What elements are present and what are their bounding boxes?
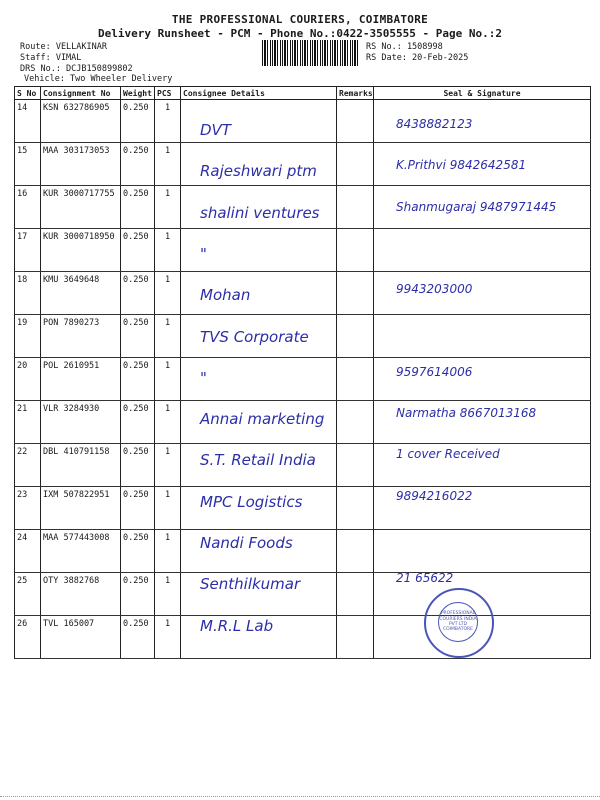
cell-pcs: 1 <box>155 186 181 229</box>
cell-consignment-no: POL 2610951 <box>41 358 121 401</box>
cell-seal-signature <box>374 229 591 272</box>
cell-weight: 0.250 <box>121 186 155 229</box>
cell-pcs: 1 <box>155 272 181 315</box>
cell-weight: 0.250 <box>121 100 155 143</box>
table-header-row <box>15 87 591 100</box>
handwritten-signature: K.Prithvi 9842642581 <box>396 158 527 173</box>
cell-pcs: 1 <box>155 487 181 530</box>
handwritten-signature: 9894216022 <box>396 488 473 503</box>
cell-consignment-no: KUR 3000717755 <box>41 186 121 229</box>
col-header-weight: Weight <box>121 87 155 100</box>
table-row <box>15 229 591 272</box>
cell-pcs: 1 <box>155 100 181 143</box>
cell-seal-signature <box>374 315 591 358</box>
handwritten-consignee: " <box>200 244 207 263</box>
cell-remarks <box>337 573 374 616</box>
cell-consignment-no: KUR 3000718950 <box>41 229 121 272</box>
handwritten-consignee: Rajeshwari ptm <box>200 162 317 181</box>
cell-consignment-no: KMU 3649648 <box>41 272 121 315</box>
cell-sno: 15 <box>15 143 41 186</box>
cell-sno: 20 <box>15 358 41 401</box>
cell-remarks <box>337 444 374 487</box>
cell-weight: 0.250 <box>121 573 155 616</box>
cell-pcs: 1 <box>155 358 181 401</box>
handwritten-signature: 1 cover Received <box>396 447 500 462</box>
handwritten-consignee: Nandi Foods <box>200 534 293 552</box>
handwritten-consignee: " <box>200 368 207 387</box>
cell-remarks <box>337 487 374 530</box>
table-row <box>15 100 591 143</box>
stamp-text: PROFESSIONAL COURIERS INDIA PVT LTD COIMBATORE <box>439 611 477 633</box>
cell-consignment-no: OTY 3882768 <box>41 573 121 616</box>
cell-remarks <box>337 186 374 229</box>
cell-sno: 17 <box>15 229 41 272</box>
cell-pcs: 1 <box>155 401 181 444</box>
handwritten-consignee: TVS Corporate <box>200 327 309 346</box>
rs-number: RS No.: 1508998 <box>366 42 443 52</box>
handwritten-signature: 9943203000 <box>396 282 473 297</box>
cell-consignment-no: MAA 303173053 <box>41 143 121 186</box>
handwritten-consignee: DVT <box>200 121 231 139</box>
col-header-pcs: PCS <box>155 87 181 100</box>
table-row <box>15 358 591 401</box>
table-row <box>15 616 591 659</box>
cell-consignment-no: PON 7890273 <box>41 315 121 358</box>
cell-pcs: 1 <box>155 315 181 358</box>
barcode-image <box>262 40 360 66</box>
cell-sno: 25 <box>15 573 41 616</box>
cell-pcs: 1 <box>155 616 181 659</box>
col-header-sno: S No <box>15 87 41 100</box>
cell-consignment-no: TVL 165007 <box>41 616 121 659</box>
cell-remarks <box>337 100 374 143</box>
cell-weight: 0.250 <box>121 401 155 444</box>
cell-remarks <box>337 315 374 358</box>
handwritten-consignee: Senthilkumar <box>200 575 301 594</box>
handwritten-consignee: M.R.L Lab <box>200 616 274 635</box>
cell-remarks <box>337 229 374 272</box>
cell-remarks <box>337 143 374 186</box>
cell-sno: 19 <box>15 315 41 358</box>
cell-remarks <box>337 616 374 659</box>
cell-sno: 23 <box>15 487 41 530</box>
cell-sno: 16 <box>15 186 41 229</box>
route-text: Route: VELLAKINAR <box>20 42 107 52</box>
cell-remarks <box>337 358 374 401</box>
rs-date: RS Date: 20-Feb-2025 <box>366 53 469 63</box>
cell-weight: 0.250 <box>121 616 155 659</box>
cell-weight: 0.250 <box>121 358 155 401</box>
handwritten-signature: Shanmugaraj 9487971445 <box>396 199 557 214</box>
table-row <box>15 530 591 573</box>
cell-weight: 0.250 <box>121 229 155 272</box>
handwritten-signature: Narmatha 8667013168 <box>396 406 537 421</box>
cell-weight: 0.250 <box>121 143 155 186</box>
page-bottom-line <box>0 796 600 797</box>
cell-pcs: 1 <box>155 444 181 487</box>
cell-sno: 14 <box>15 100 41 143</box>
table-row <box>15 487 591 530</box>
cell-weight: 0.250 <box>121 487 155 530</box>
table-row <box>15 573 591 616</box>
handwritten-signature: 9597614006 <box>396 364 473 379</box>
cell-pcs: 1 <box>155 229 181 272</box>
handwritten-consignee: Mohan <box>200 286 251 305</box>
cell-pcs: 1 <box>155 573 181 616</box>
cell-consignment-no: DBL 410791158 <box>41 444 121 487</box>
company-stamp <box>424 588 494 658</box>
company-title: THE PROFESSIONAL COURIERS, COIMBATORE <box>171 13 429 26</box>
handwritten-consignee: shalini ventures <box>200 203 320 222</box>
staff-text: Staff: VIMAL <box>20 53 82 63</box>
cell-remarks <box>337 272 374 315</box>
cell-consignment-no: KSN 632786905 <box>41 100 121 143</box>
handwritten-signature: 8438882123 <box>396 117 473 131</box>
col-header-remarks: Remarks <box>337 87 374 100</box>
drs-number: DRS No.: DCJB150899802 <box>20 64 133 74</box>
cell-weight: 0.250 <box>121 315 155 358</box>
cell-remarks <box>337 530 374 573</box>
cell-consignment-no: MAA 577443008 <box>41 530 121 573</box>
cell-sno: 18 <box>15 272 41 315</box>
runsheet-subtitle: Delivery Runsheet - PCM - Phone No.:0422-3505555 - Page No.:2 <box>98 27 502 40</box>
cell-seal-signature <box>374 530 591 573</box>
cell-sno: 24 <box>15 530 41 573</box>
handwritten-consignee: S.T. Retail India <box>200 451 316 470</box>
cell-pcs: 1 <box>155 143 181 186</box>
cell-consignment-no: VLR 3284930 <box>41 401 121 444</box>
handwritten-consignee: MPC Logistics <box>200 492 303 511</box>
cell-consignment-no: IXM 507822951 <box>41 487 121 530</box>
col-header-signature: Seal & Signature <box>374 87 591 100</box>
cell-weight: 0.250 <box>121 530 155 573</box>
cell-remarks <box>337 401 374 444</box>
handwritten-signature: 21 65622 <box>396 571 454 586</box>
cell-sno: 26 <box>15 616 41 659</box>
handwritten-consignee: Annai marketing <box>200 410 325 429</box>
col-header-consignment: Consignment No <box>41 87 121 100</box>
vehicle-text: Vehicle: Two Wheeler Delivery <box>24 74 173 84</box>
cell-weight: 0.250 <box>121 444 155 487</box>
cell-pcs: 1 <box>155 530 181 573</box>
col-header-consignee: Consignee Details <box>181 87 337 100</box>
table-row <box>15 272 591 315</box>
cell-sno: 22 <box>15 444 41 487</box>
cell-sno: 21 <box>15 401 41 444</box>
cell-weight: 0.250 <box>121 272 155 315</box>
